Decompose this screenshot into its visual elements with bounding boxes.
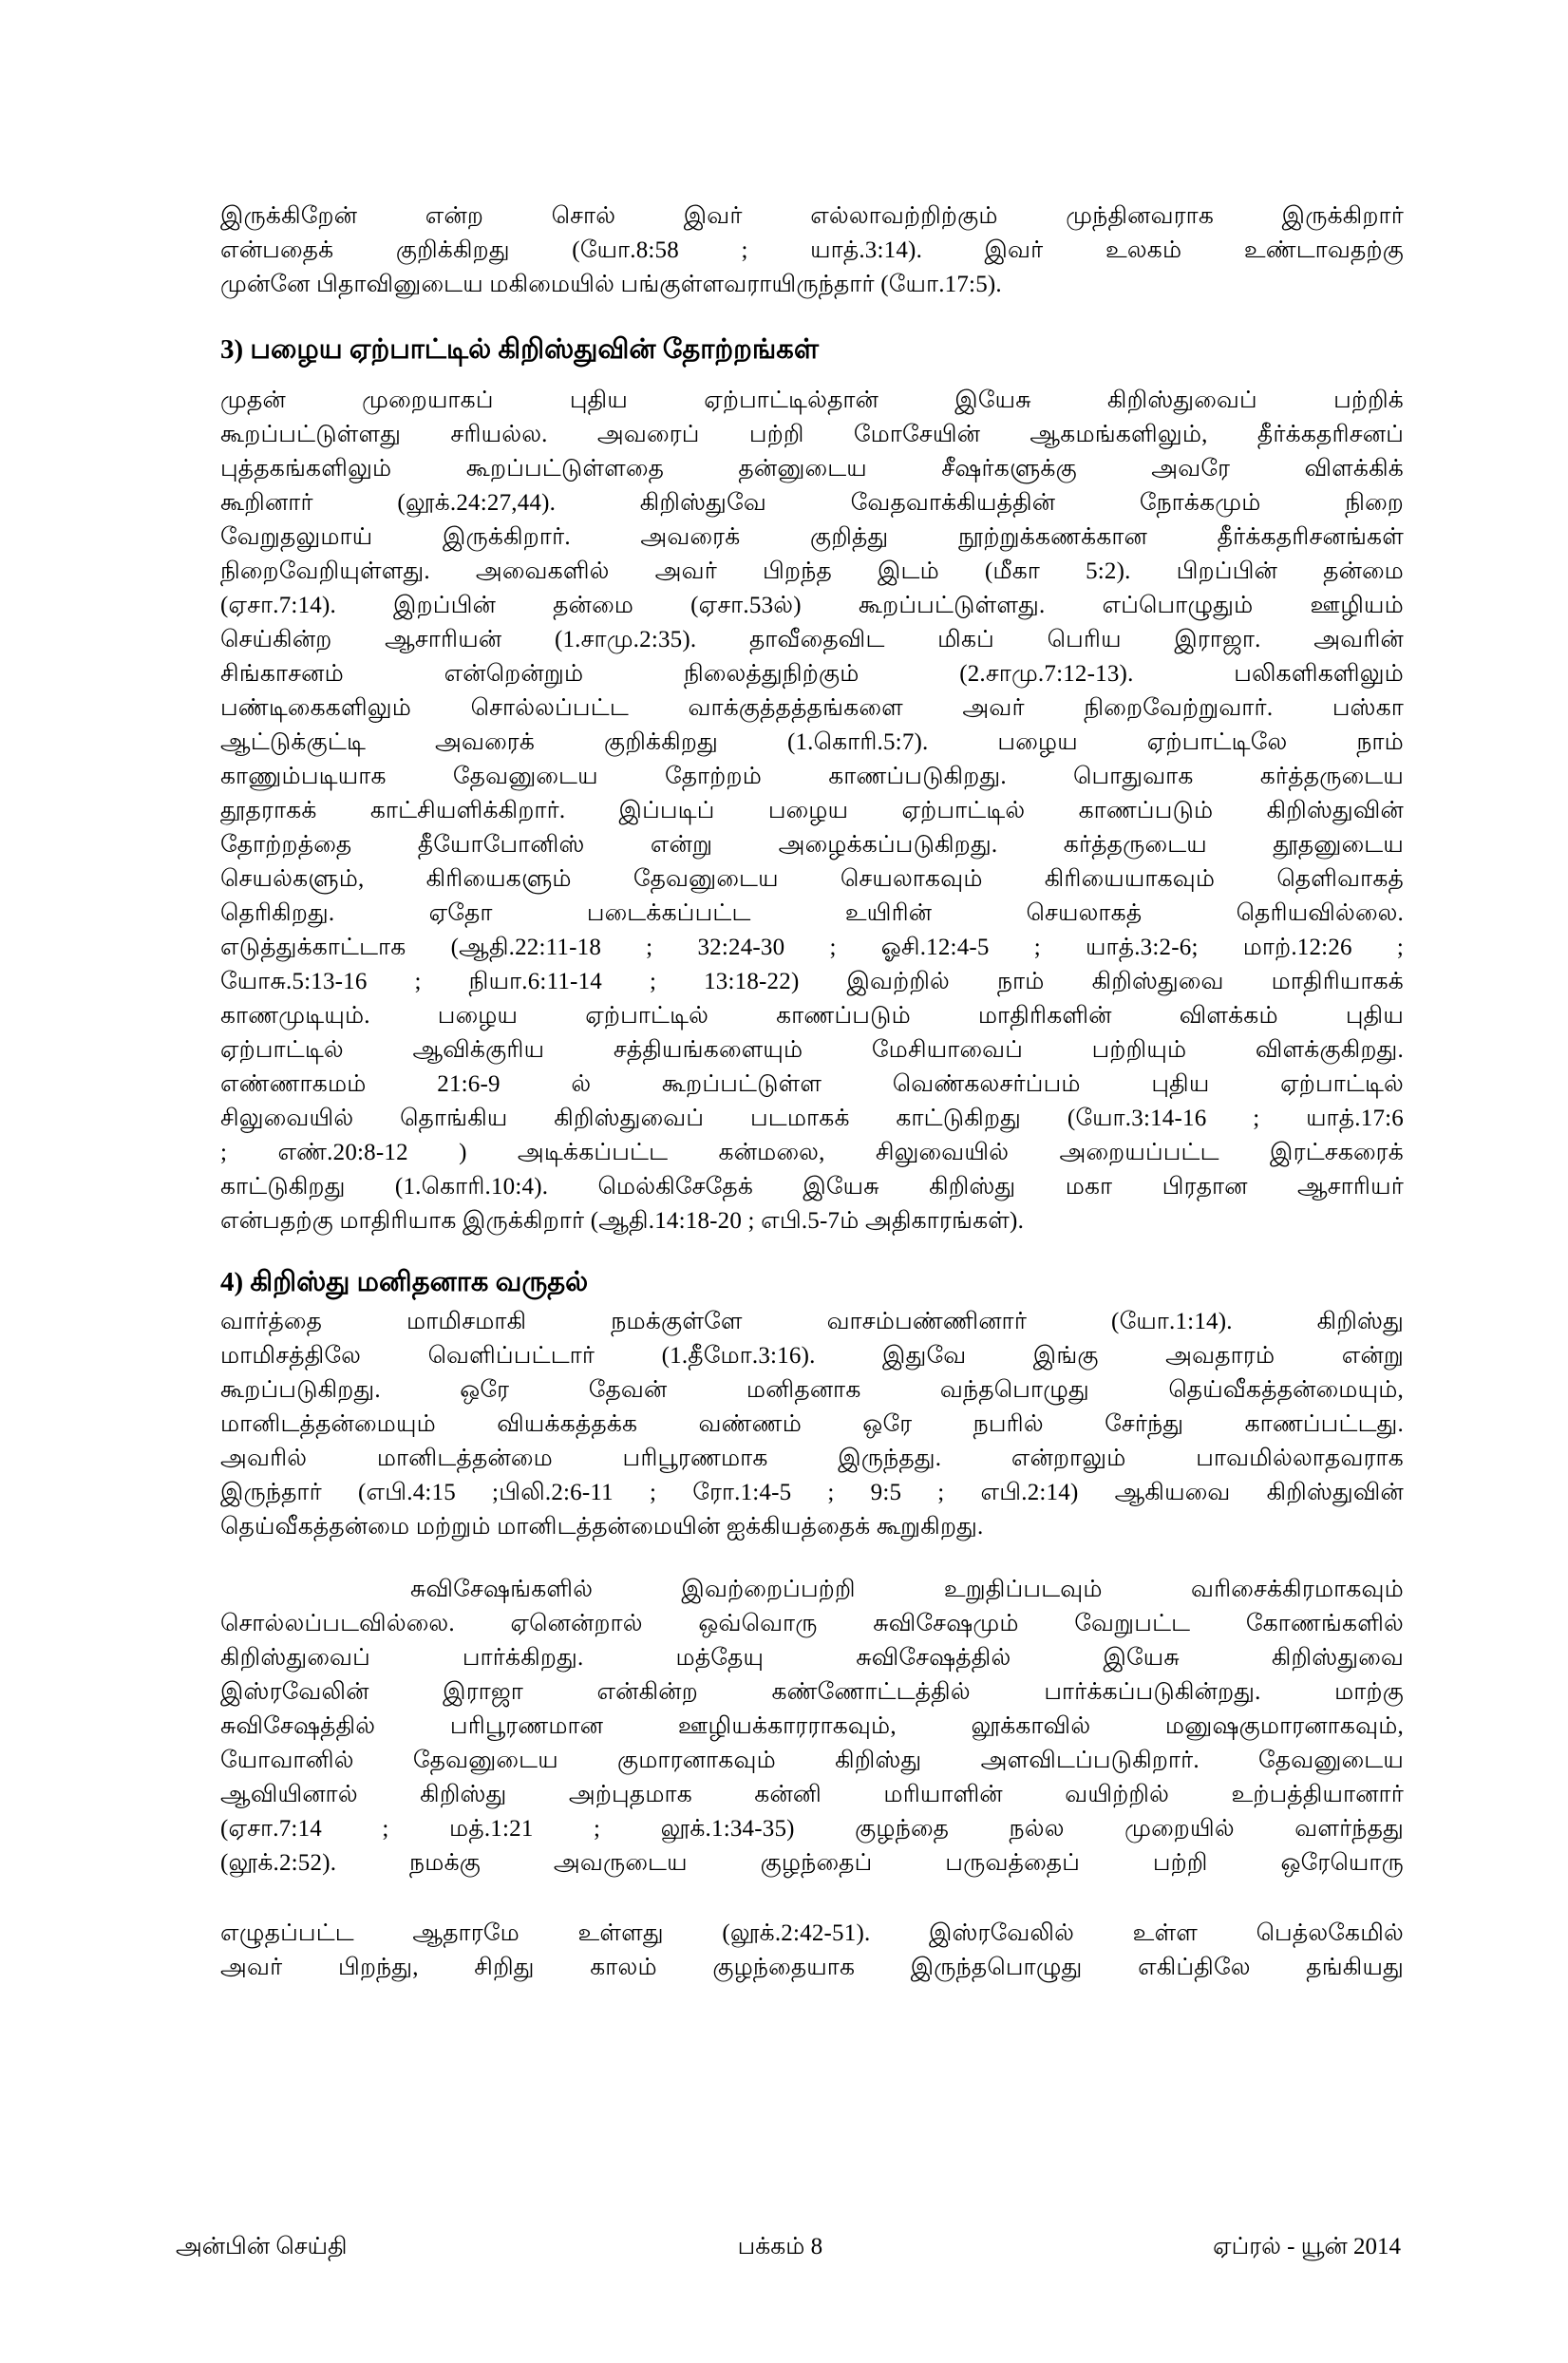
text-line: அவரில் மானிடத்தன்மை பரிபூரணமாக இருந்தது. என்றாலும் பாவமில்லாதவராக [220,1446,1404,1471]
section-3-heading: 3) பழைய ஏற்பாட்டில் கிறிஸ்துவின் தோற்றங்கள் [220,334,820,365]
text-line: காணமுடியும். பழைய ஏற்பாட்டில் காணப்படும் மாதிரிகளின் விளக்கம் புதிய [220,1003,1404,1029]
text-line: கூறப்படுகிறது. ஒரே தேவன் மனிதனாக வந்தபொழுது தெய்வீகத்தன்மையும், [220,1377,1404,1403]
text-line: காட்டுகிறது (1.கொரி.10:4). மெல்கிசேதேக் இயேசு கிறிஸ்து மகா பிரதான ஆசாரியர் [220,1174,1404,1200]
page-body [220,199,1404,1985]
text-line: முதன் முறையாகப் புதிய ஏற்பாட்டில்தான் இயேசு கிறிஸ்துவைப் பற்றிக் [220,388,1404,413]
page-footer [176,2232,1401,2262]
text-line: வார்த்தை மாமிசமாகி நமக்குள்ளே வாசம்பண்ணினார் (யோ.1:14). கிறிஸ்து [220,1309,1404,1334]
text-line: செய்கின்ற ஆசாரியன் (1.சாமு.2:35). தாவீதைவிட மிகப் பெரிய இராஜா. அவரின் [220,627,1404,652]
text-line: தூதராகக் காட்சியளிக்கிறார். இப்படிப் பழைய ஏற்பாட்டில் காணப்படும் கிறிஸ்துவின் [220,798,1404,823]
text-line: (ஏசா.7:14). இறப்பின் தன்மை (ஏசா.53ல்) கூறப்பட்டுள்ளது. எப்பொழுதும் ஊழியம் [220,593,1404,618]
text-line: எழுதப்பட்ட ஆதாரமே உள்ளது (லூக்.2:42-51). இஸ்ரவேலில் உள்ள பெத்லகேமில் [220,1920,1404,1946]
text-line: கூறினார் (லூக்.24:27,44). கிறிஸ்துவே வேதவாக்கியத்தின் நோக்கமும் நிறை [220,490,1404,516]
footer-date-range: ஏப்ரல் - யூன் 2014 [1213,2234,1401,2259]
text-line: புத்தகங்களிலும் கூறப்பட்டுள்ளதை தன்னுடைய சீஷர்களுக்கு அவரே விளக்கிக் [220,456,1404,482]
text-line: வேறுதலுமாய் இருக்கிறார். அவரைக் குறித்து நூற்றுக்கணக்கான தீர்க்கதரிசனங்கள் [220,524,1404,550]
text-line: சிங்காசனம் என்றென்றும் நிலைத்துநிற்கும் (2.சாமு.7:12-13). பலிகளிகளிலும் [220,661,1404,687]
text-line: சுவிசேஷங்களில் இவற்றைப்பற்றி உறுதிப்படவும் வரிசைக்கிரமாகவும் [410,1577,1404,1602]
childhood-paragraph [220,1917,1404,1985]
text-line: எண்ணாகமம் 21:6-9 ல் கூறப்பட்டுள்ள வெண்கலசர்ப்பம் புதிய ஏற்பாட்டில் [220,1071,1404,1097]
footer-page-number: பக்கம் 8 [737,2234,823,2259]
text-line: தெரிகிறது. ஏதோ படைக்கப்பட்ட உயிரின் செயலாகத் தெரியவில்லை. [220,900,1404,926]
text-line: கிறிஸ்துவைப் பார்க்கிறது. மத்தேயு சுவிசேஷத்தில் இயேசு கிறிஸ்துவை [220,1645,1404,1671]
text-line: பண்டிகைகளிலும் சொல்லப்பட்ட வாக்குத்தத்தங்களை அவர் நிறைவேற்றுவார். பஸ்கா [220,695,1404,721]
text-line: நிறைவேறியுள்ளது. அவைகளில் அவர் பிறந்த இடம் (மீகா 5:2). பிறப்பின் தன்மை [220,558,1404,584]
text-line: தெய்வீகத்தன்மை மற்றும் மானிடத்தன்மையின் ஐக்கியத்தைக் கூறுகிறது. [220,1514,984,1540]
text-line: (ஏசா.7:14 ; மத்.1:21 ; லூக்.1:34-35) குழந்தை நல்ல முறையில் வளர்ந்தது [220,1816,1404,1842]
section-3-paragraph [220,384,1404,1238]
text-line: காணும்படியாக தேவனுடைய தோற்றம் காணப்படுகிறது. பொதுவாக கர்த்தருடைய [220,764,1404,789]
text-line: மாமிசத்திலே வெளிப்பட்டார் (1.தீமோ.3:16). இதுவே இங்கு அவதாரம் என்று [220,1343,1404,1369]
text-line: இருந்தார் (எபி.4:15 ;பிலி.2:6-11 ; ரோ.1:4-5 ; 9:5 ; எபி.2:14) ஆகியவை கிறிஸ்துவின் [220,1480,1404,1505]
section-4-paragraph [220,1305,1404,1544]
text-line: என்பதைக் குறிக்கிறது (யோ.8:58 ; யாத்.3:14). இவர் உலகம் உண்டாவதற்கு [220,237,1404,263]
footer-publication-name: அன்பின் செய்தி [176,2234,348,2259]
text-line: எடுத்துக்காட்டாக (ஆதி.22:11-18 ; 32:24-30 ; ஓசி.12:4-5 ; யாத்.3:2-6; மாற்.12:26 ; [220,935,1404,960]
text-line: முன்னே பிதாவினுடைய மகிமையில் பங்குள்ளவராயிருந்தார் (யோ.17:5). [220,272,1002,297]
text-line: மானிடத்தன்மையும் வியக்கத்தக்க வண்ணம் ஒரே நபரில் சேர்ந்து காணப்பட்டது. [220,1411,1404,1437]
text-line: செயல்களும், கிரியைகளும் தேவனுடைய செயலாகவும் கிரியையாகவும் தெளிவாகத் [220,866,1404,892]
text-line: இருக்கிறேன் என்ற சொல் இவர் எல்லாவற்றிற்கும் முந்தினவராக இருக்கிறார் [220,203,1404,229]
section-4-heading: 4) கிறிஸ்து மனிதனாக வருதல் [220,1267,589,1297]
text-line: என்பதற்கு மாதிரியாக இருக்கிறார் (ஆதி.14:18-20 ; எபி.5-7ம் அதிகாரங்கள்). [220,1208,1025,1234]
text-line: தோற்றத்தை தீயோபோனிஸ் என்று அழைக்கப்படுகிறது. கர்த்தருடைய தூதனுடைய [220,832,1404,858]
text-line: ஏற்பாட்டில் ஆவிக்குரிய சத்தியங்களையும் மேசியாவைப் பற்றியும் விளக்குகிறது. [220,1037,1404,1063]
gospels-paragraph [220,1573,1404,1881]
text-line: யோவானில் தேவனுடைய குமாரனாகவும் கிறிஸ்து அளவிடப்படுகிறார். தேவனுடைய [220,1748,1404,1773]
text-line: ஆவியினால் கிறிஸ்து அற்புதமாக கன்னி மரியாளின் வயிற்றில் உற்பத்தியானார் [220,1782,1404,1807]
text-line: அவர் பிறந்து, சிறிது காலம் குழந்தையாக இருந்தபொழுது எகிப்திலே தங்கியது [220,1955,1404,1980]
text-line: சொல்லப்படவில்லை. ஏனென்றால் ஒவ்வொரு சுவிசேஷமும் வேறுபட்ட கோணங்களில் [220,1611,1404,1636]
text-line: இஸ்ரவேலின் இராஜா என்கின்ற கண்ணோட்டத்தில் பார்க்கப்படுகின்றது. மாற்கு [220,1679,1404,1705]
text-line: ஆட்டுக்குட்டி அவரைக் குறிக்கிறது (1.கொரி.5:7). பழைய ஏற்பாட்டிலே நாம் [220,729,1404,755]
text-line: (லூக்.2:52). நமக்கு அவருடைய குழந்தைப் பருவத்தைப் பற்றி ஒரேயொரு [220,1850,1404,1876]
text-line: கூறப்பட்டுள்ளது சரியல்ல. அவரைப் பற்றி மோசேயின் ஆகமங்களிலும், தீர்க்கதரிசனப் [220,422,1404,447]
intro-paragraph [220,199,1404,302]
text-line: யோசு.5:13-16 ; நியா.6:11-14 ; 13:18-22) இவற்றில் நாம் கிறிஸ்துவை மாதிரியாகக் [220,969,1404,994]
text-line: சுவிசேஷத்தில் பரிபூரணமான ஊழியக்காரராகவும், லூக்காவில் மனுஷகுமாரனாகவும், [220,1713,1404,1739]
text-line: சிலுவையில் தொங்கிய கிறிஸ்துவைப் படமாகக் காட்டுகிறது (யோ.3:14-16 ; யாத்.17:6 [220,1106,1404,1131]
text-line: ; எண்.20:8-12 ) அடிக்கப்பட்ட கன்மலை, சிலுவையில் அறையப்பட்ட இரட்சகரைக் [220,1140,1404,1165]
